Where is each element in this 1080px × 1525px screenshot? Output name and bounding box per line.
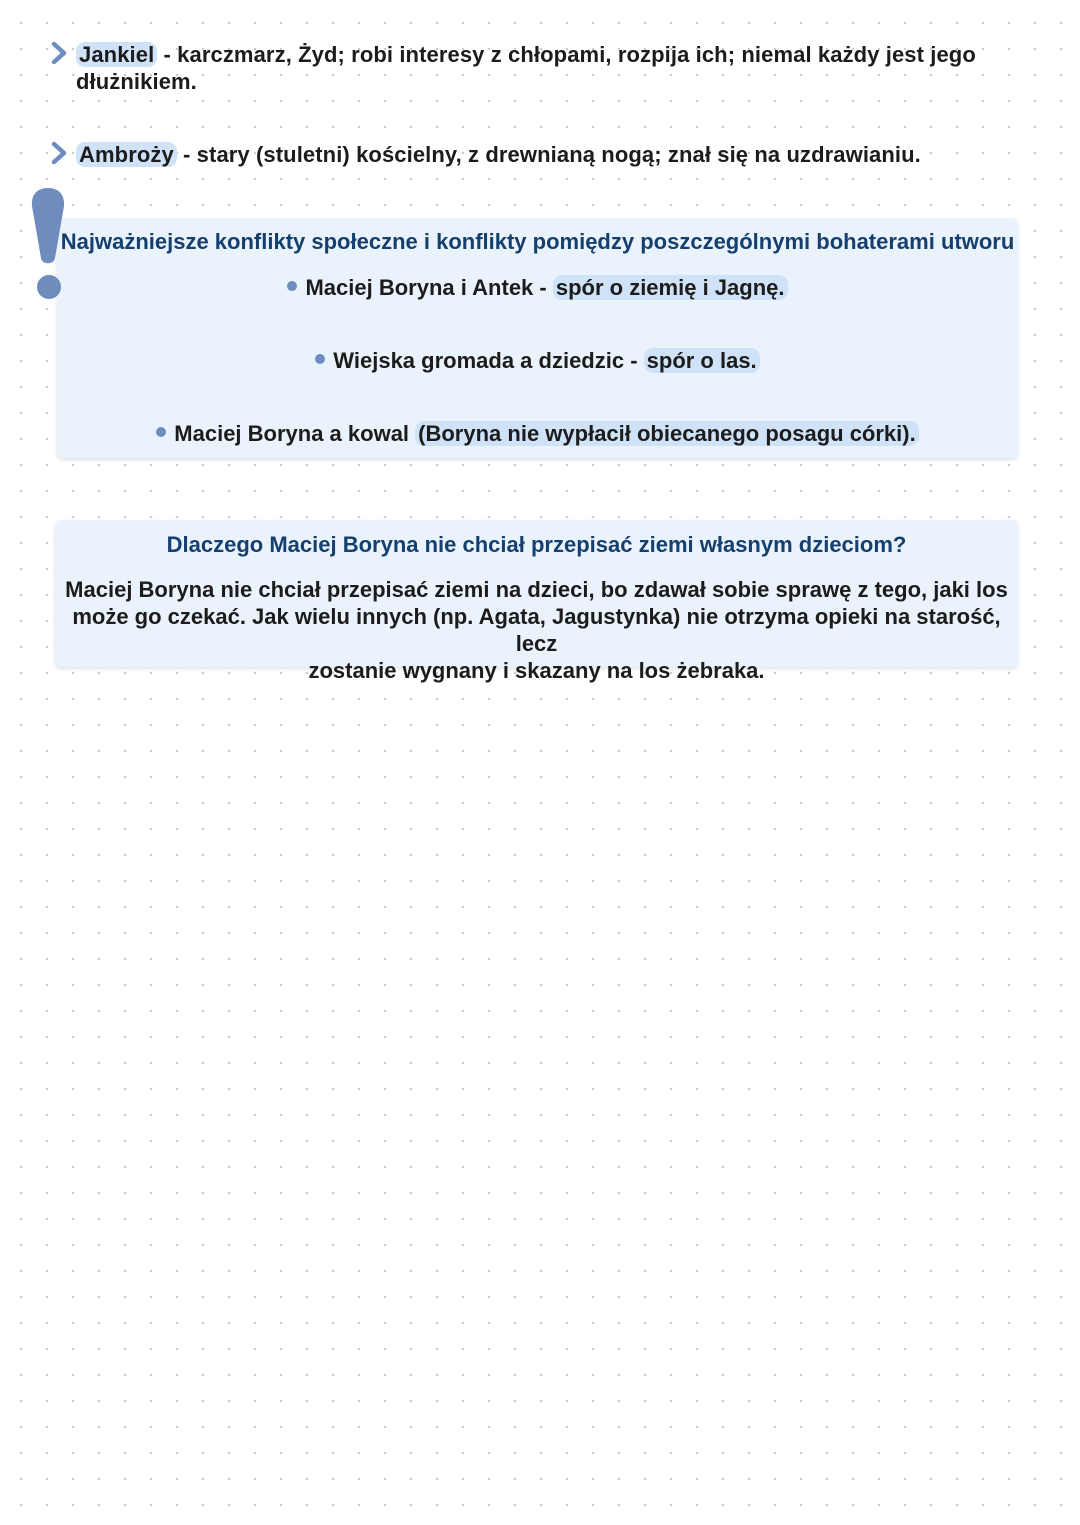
character-jankiel-line1 [76,41,976,68]
question-answer [65,576,1008,684]
character-description: - karczmarz, Żyd; robi interesy z chłopami, rozpija ich; niemal każdy jest jego [157,42,976,67]
conflict-item: Wiejska gromada a dziedzic - spór o las. [57,347,1018,375]
chevron-right-icon [49,141,69,165]
answer-line: Maciej Boryna nie chciał przepisać ziemi na dzieci, bo zdawał sobie sprawę z tego, jaki los [65,577,1008,602]
conflict-item: Maciej Boryna i Antek - spór o ziemię i Jagnę. [57,274,1018,302]
character-jankiel-line2: dłużnikiem. [76,69,197,94]
answer-line: może go czekać. Jak wielu innych (np. Agata, Jagustynka) nie otrzyma opieki na starość, lecz [72,604,1001,656]
chevron-right-icon [49,41,69,65]
conflicts-card [57,218,1018,458]
character-name: Ambroży [76,142,177,167]
question-title: Dlaczego Maciej Boryna nie chciał przepisać ziemi własnym dzieciom? [166,532,907,557]
exclamation-icon [28,186,68,302]
character-ambrozy-line [76,141,921,168]
conflict-item: Maciej Boryna a kowal (Boryna nie wypłacił obiecanego posagu córki). [57,420,1018,448]
character-description: - stary (stuletni) kościelny, z drewnianą nogą; znał się na uzdrawianiu. [176,142,921,167]
bullet-icon [315,354,325,364]
bullet-icon [287,281,297,291]
answer-line: zostanie wygnany i skazany na los żebraka. [308,658,765,683]
question-card [55,520,1018,683]
character-name: Jankiel [76,42,157,67]
bullet-icon [156,427,166,437]
conflicts-title: Najważniejsze konflikty społeczne i konflikty pomiędzy poszczególnymi bohaterami utworu [60,229,1015,254]
